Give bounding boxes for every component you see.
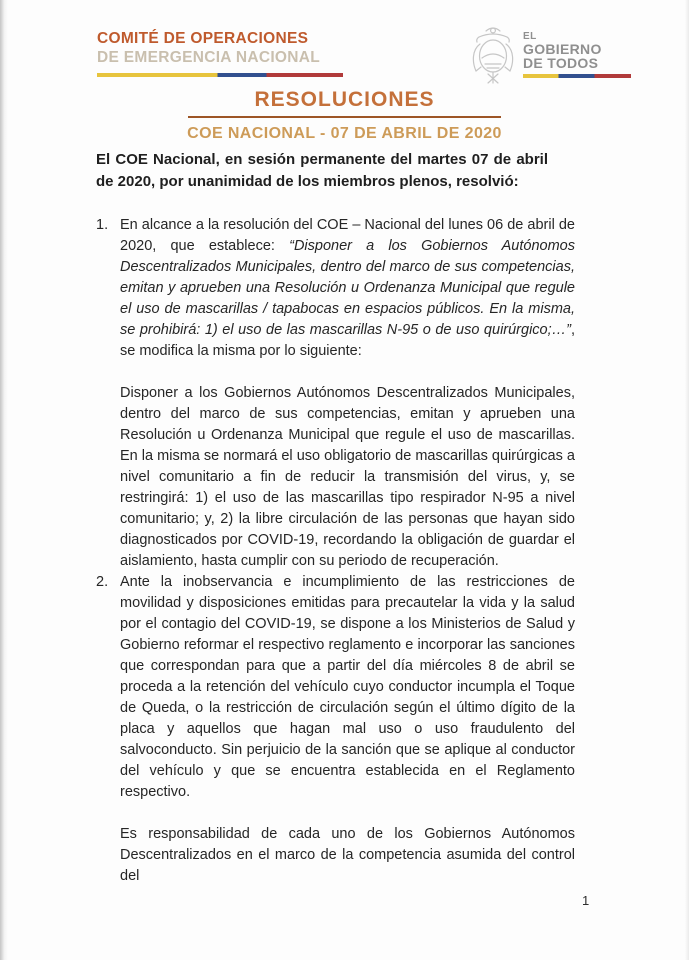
resolutions-list [96,215,575,887]
intro-paragraph: El COE Nacional, en sesión permanente del martes 07 de abril de 2020, por unanimidad de los miembros plenos, resolvió: [96,151,548,190]
gobierno-logo [466,24,631,86]
ecuador-tricolor-bar-small [523,74,631,78]
coe-logo-line2: DE EMERGENCIA NACIONAL [97,49,321,66]
ecuador-tricolor-bar [97,73,343,77]
gobierno-logo-line3: DE TODOS [523,55,599,71]
gobierno-logo-text [523,24,631,86]
item-2-paragraph-1: Ante la inobservancia e incumplimiento de las restricciones de movilidad y disposiciones emitidas para precautelar la vida y la salud por el contagio del COVID-19, se dispone a los Ministerios de Salud y Gobierno reformar el respectivo reglamento e incorporar las sanciones que correspondan para que a partir del día miércoles 8 de abril se proceda a la retención del vehículo cuyo conductor incumpla el Toque de Queda, o la restricción de circulación según el último dígito de la placa y aquellos que hagan mal uso o uso fraudulento del salvoconducto. Sin perjuicio de la sanción que se aplique al conductor del vehículo y que se encuentra establecida en el Reglamento respectivo. [120,574,575,800]
coe-logo [97,29,343,77]
title-block [0,88,689,143]
title-underline [188,116,501,118]
document-subtitle: COE NACIONAL - 07 DE ABRIL DE 2020 [187,125,502,142]
item-1-paragraph-2: Disponer a los Gobiernos Autónomos Descentralizados Municipales, dentro del marco de sus competencias, emitan y aprueben una Resolución u Ordenanza Municipal que regule el uso de mascarillas. En la misma se normará el uso obligatorio de mascarillas quirúrgicas a nivel comunitario a fin de reducir la transmisión del virus, y, se restringirá: 1) el uso de las mascarillas tipo respirador N-95 a nivel comunitario; y, 2) la libre circulación de las personas que hayan sido diagnosticados por COVID-19, recordando la obligación de guardar el aislamiento, hasta cumplir con su periodo de recuperación. [120,385,575,569]
page-right-edge-shadow [685,0,689,960]
item-1-p1-quote: “Disponer a los Gobiernos Autónomos Descentralizados Municipales, dentro del marco de sus competencias, emitan y aprueben una Resolución u Ordenanza Municipal que regule el uso de mascarillas / tapabocas en espacios públicos. En la misma, se prohibirá: 1) el uso de las mascarillas N-95 o de uso quirúrgico;…” [120,238,575,338]
item-2-number: 2. [96,574,109,590]
item-1-number: 1. [96,217,109,233]
resolution-item-2 [96,572,575,887]
coe-logo-line1: COMITÉ DE OPERACIONES [97,30,309,47]
page-number: 1 [582,893,590,908]
gobierno-logo-line2: GOBIERNO [523,41,602,57]
page-left-edge-shadow [0,0,8,960]
item-2-paragraph-2: Es responsabilidad de cada uno de los Gobiernos Autónomos Descentralizados en el marco de la competencia asumida del control del [120,826,575,884]
item-1-body [120,215,575,572]
document-title: RESOLUCIONES [254,88,435,111]
gobierno-logo-line1: EL [523,31,537,42]
item-2-body [120,572,575,887]
item-1-paragraph-1 [120,215,575,362]
item-1-p1-pre: En alcance a la resolución del COE – Nacional del lunes 06 de abril de 2020, que establece: [120,217,575,254]
item-1-p1-post: , se modifica la misma por lo siguiente: [120,322,575,359]
resolution-item-1 [96,215,575,572]
ecuador-crest-icon [466,24,520,86]
